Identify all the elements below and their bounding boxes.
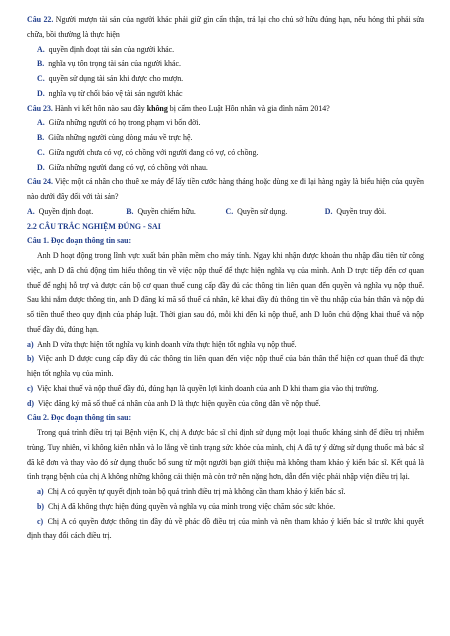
- statement-letter: c): [37, 516, 44, 526]
- statement-text: Việc anh D được cung cấp đầy đủ các thông tin liên quan đến việc nộp thuế của bản thân thể hiện cơ quan thuế đã thực hiện tốt nghĩa vụ của mình.: [27, 354, 424, 378]
- option-letter: A.: [27, 206, 35, 216]
- statement-a: [27, 338, 424, 353]
- section-heading: 2.2 CÂU TRẮC NGHIỆM ĐÚNG - SAI: [27, 221, 161, 231]
- options-row: [27, 205, 424, 220]
- option-letter: C.: [37, 147, 45, 157]
- passage: Trong quá trình điều trị tại Bệnh viện K, chị A được bác sĩ chỉ định sử dụng một loại thuốc kháng sinh để điều trị nhiễm trùng. Tuy nhiên, vì không kiên nhẫn và lo lắng về tình trạng sức khỏe của mình, chị A đã tự ý dừng sử dụng thuốc mà bác sĩ đã kê đơn và thay vào đó sử dụng thuốc bổ sung từ một người bạn giới thiệu mà không tham khảo ý kiến bác sĩ. Kết quả là tình trạng bệnh của chị A không những không cải thiện mà còn trở nên nặng hơn, dẫn đến việc phải nhập viện điều trị lại.: [27, 428, 424, 482]
- question-24: [27, 175, 424, 205]
- option-b: [27, 131, 424, 146]
- statement-c: [27, 515, 424, 545]
- statement-c: [27, 382, 424, 397]
- option-text: Giữa người chưa có vợ, có chồng với người đang có vợ, có chồng.: [48, 147, 259, 157]
- statement-letter: b): [27, 354, 35, 364]
- option-text: quyền sử dụng tài sản khi được cho mượn.: [48, 74, 184, 83]
- option-text: Quyền chiếm hữu.: [137, 206, 196, 216]
- option-d: [27, 87, 424, 102]
- option-text: quyền định đoạt tài sản của người khác.: [48, 44, 175, 54]
- statement-letter: a): [37, 487, 44, 496]
- question-label: Câu 22.: [27, 15, 54, 24]
- question-label: Câu 24.: [27, 177, 53, 187]
- option-letter: D.: [37, 162, 45, 172]
- statement-a: [27, 485, 424, 500]
- option-a: [27, 205, 126, 220]
- tf-question-2: [27, 411, 424, 426]
- option-letter: B.: [37, 133, 45, 142]
- option-d: [27, 161, 424, 176]
- option-text: Quyền sử dụng.: [237, 206, 288, 216]
- statement-d: [27, 397, 424, 412]
- statement-letter: a): [27, 339, 34, 349]
- option-a: [27, 43, 424, 58]
- statement-text: Chị A có quyền tự quyết định toàn bộ quá trình điều trị mà không cần tham khảo ý kiến bác sĩ.: [47, 487, 346, 496]
- question-23: [27, 102, 424, 117]
- option-letter: B.: [126, 206, 134, 216]
- option-letter: C.: [37, 74, 45, 83]
- statement-letter: c): [27, 383, 34, 393]
- statement-letter: d): [27, 398, 35, 408]
- tf-question-1: [27, 234, 424, 249]
- option-letter: A.: [37, 118, 45, 128]
- option-text: nghĩa vụ từ chối bảo vệ tài sản người khác: [48, 88, 183, 98]
- option-text: Quyền định đoạt.: [38, 206, 94, 216]
- statement-text: Việc đăng ký mã số thuế cá nhân của anh D là thực hiện quyền của công dân về nộp thuế.: [37, 398, 321, 408]
- option-letter: B.: [37, 59, 45, 69]
- option-d: [325, 205, 424, 220]
- option-c: [27, 146, 424, 161]
- option-text: Quyền truy đòi.: [336, 206, 387, 216]
- statement-b: [27, 352, 424, 382]
- question-stem: Hành vi kết hôn nào sau đây: [54, 103, 145, 113]
- option-c: [27, 72, 424, 87]
- option-b: [27, 57, 424, 72]
- question-label: Câu 2.: [27, 413, 49, 423]
- statement-text: Việc khai thuế và nộp thuế đầy đủ, đúng hạn là quyền lợi kinh doanh của anh D khi tham gia vào thị trường.: [36, 383, 379, 393]
- statement-text: Anh D vừa thực hiện tốt nghĩa vụ kinh doanh vừa thực hiện tốt nghĩa vụ nộp thuế.: [37, 339, 297, 349]
- statement-text: Chị A có quyền được thông tin đầy đủ về phác đồ điều trị của mình và nên tham khảo ý kiến bác sĩ trước khi quyết định thay đổi cách điều trị.: [27, 516, 424, 541]
- question-stem: Việc một cá nhân cho thuê xe máy để lấy tiền cước hàng tháng hoặc dùng xe đi lại hàng ngày là biểu hiện của quyền nào dưới đây đối với tài sản?: [27, 177, 424, 201]
- option-text: Giữa những người có họ trong phạm vi bốn đời.: [48, 118, 201, 128]
- question-label: Câu 1.: [27, 236, 49, 246]
- question-22: [27, 13, 424, 43]
- question-heading: Đọc đoạn thông tin sau:: [50, 413, 132, 423]
- question-heading: Đọc đoạn thông tin sau:: [50, 236, 132, 246]
- question-stem: Người mượn tài sản của người khác phải giữ gìn cẩn thận, trả lại cho chủ sở hữu đúng hạn, nếu hỏng thì phải sửa chữa, bồi thường là thực hiện: [27, 15, 424, 39]
- question-stem: bị cấm theo Luật Hôn nhân và gia đình năm 2014?: [169, 103, 330, 113]
- passage: Anh D hoạt động trong lĩnh vực xuất bản phần mềm cho máy tính. Ngay khi nhận được khoản thu nhập đầu tiên từ công việc, anh D đã chủ động tìm hiểu thông tin về việc nộp thuế để thực hiện nghĩa vụ của mình. Anh D trực tiếp đến cơ quan thuế để nghị hỗ trợ và được cán bộ cơ quan thuế cung cấp đầy đủ các thông tin liên quan đến quyền và nghĩa vụ nộp thuế. Sau khi nắm được thông tin, anh D đăng kí mã số thuế cá nhân, kê khai đầy đủ thông tin về thu nhập của bản thân và nộp đủ số tiền thuế theo quy định của pháp luật. Thời gian sau đó, mỗi khi đến kì nộp thuế, anh D luôn chủ động khai thuế và nộp thuế đầy đủ, đúng hạn.: [27, 251, 424, 334]
- statement-letter: b): [37, 501, 45, 511]
- statement-text: Chị A đã không thực hiện đúng quyền và nghĩa vụ của mình trong việc chăm sóc sức khỏe.: [48, 501, 336, 511]
- option-letter: C.: [225, 206, 234, 216]
- option-a: [27, 116, 424, 131]
- option-letter: D.: [37, 88, 45, 98]
- option-letter: D.: [324, 206, 333, 216]
- option-text: Giữa những người đang có vợ, có chồng với nhau.: [48, 162, 208, 172]
- question-label: Câu 23.: [27, 103, 53, 113]
- option-letter: A.: [37, 44, 45, 54]
- option-b: [126, 205, 225, 220]
- statement-b: [27, 500, 424, 515]
- option-text: nghĩa vụ tôn trọng tài sản của người khác.: [48, 59, 181, 69]
- option-c: [226, 205, 325, 220]
- question-stem-emphasis: không: [146, 103, 168, 113]
- option-text: Giữa những người cùng dòng máu về trực hệ.: [48, 133, 193, 142]
